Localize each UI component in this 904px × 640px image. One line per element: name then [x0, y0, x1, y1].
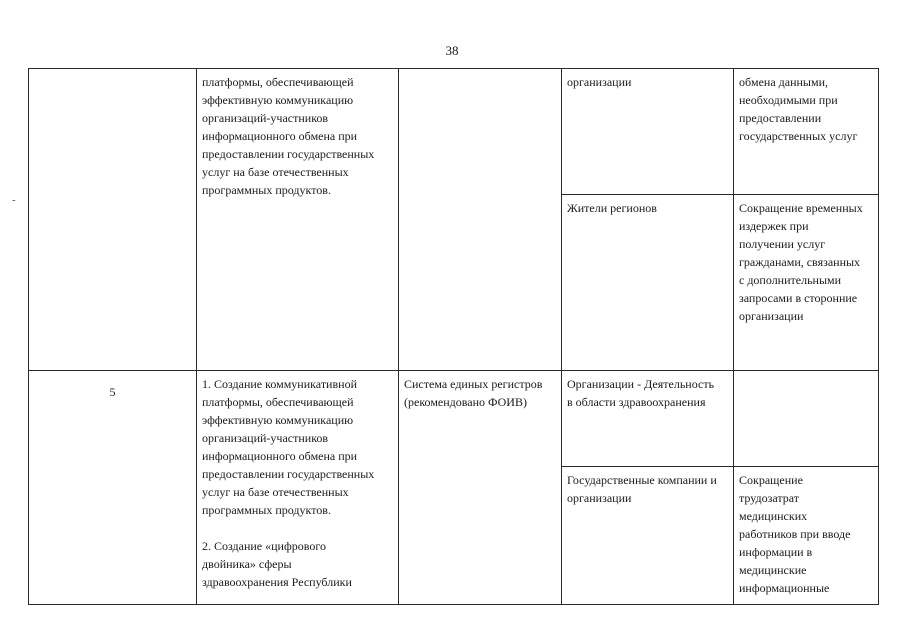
system-text	[404, 375, 556, 411]
text-line: Организации - Деятельность	[567, 377, 715, 391]
effect-text	[739, 471, 873, 597]
participant-text	[567, 199, 728, 217]
effect-cell	[734, 69, 879, 195]
page-number: 38	[445, 43, 459, 58]
text-line: программных продуктов.	[202, 503, 331, 517]
text-line: государственных услуг	[739, 129, 858, 143]
effect-text	[739, 73, 873, 145]
effect-cell	[734, 371, 879, 467]
text-line: Система единых регистров	[404, 377, 543, 391]
text-line: обмена данными,	[739, 75, 829, 89]
text-line: программных продуктов.	[202, 183, 331, 197]
text-line: медицинские	[739, 563, 807, 577]
text-line: медицинских	[739, 509, 808, 523]
participant-cell	[562, 371, 734, 467]
task-text	[202, 537, 393, 591]
participant-text	[567, 73, 728, 91]
text-line: работников при вводе	[739, 527, 851, 541]
text-line: эффективную коммуникацию	[202, 93, 354, 107]
text-line: предоставлении государственных	[202, 147, 375, 161]
table-row	[29, 371, 879, 467]
task-text	[202, 73, 393, 199]
text-line: двойника» сферы	[202, 557, 292, 571]
task-cell	[197, 69, 399, 371]
text-line: (рекомендовано ФОИВ)	[404, 395, 527, 409]
text-line: эффективную коммуникацию	[202, 413, 354, 427]
stray-mark: -	[12, 194, 16, 206]
text-line: организаций-участников	[202, 111, 329, 125]
text-line: организации	[739, 309, 804, 323]
text-line: предоставлении	[739, 111, 822, 125]
text-line: информационные	[739, 581, 830, 595]
participant-cell	[562, 69, 734, 195]
text-line: Сокращение	[739, 473, 803, 487]
effect-cell	[734, 195, 879, 371]
text-line: получении услуг	[739, 237, 826, 251]
text-line: издержек при	[739, 219, 809, 233]
text-line: Жители регионов	[567, 201, 657, 215]
row-number-cell: 5	[29, 371, 197, 605]
participant-text	[567, 471, 728, 507]
text-line: услуг на базе отечественных	[202, 485, 349, 499]
system-cell	[399, 371, 562, 605]
text-line: гражданами, связанных	[739, 255, 861, 269]
effect-text	[739, 199, 873, 325]
document-table	[28, 68, 879, 605]
text-line: информационного обмена при	[202, 129, 358, 143]
text-line: платформы, обеспечивающей	[202, 395, 354, 409]
text-line: услуг на базе отечественных	[202, 165, 349, 179]
participant-cell	[562, 467, 734, 605]
text-line: с дополнительными	[739, 273, 842, 287]
text-line: здравоохранения Республики	[202, 575, 352, 589]
text-line: 1. Создание коммуникативной	[202, 377, 357, 391]
text-line: запросами в сторонние	[739, 291, 858, 305]
text-line: Сокращение временных	[739, 201, 863, 215]
task-cell	[197, 371, 399, 605]
row-number-cell	[29, 69, 197, 371]
text-line: платформы, обеспечивающей	[202, 75, 354, 89]
text-line: 2. Создание «цифрового	[202, 539, 326, 553]
participant-cell	[562, 195, 734, 371]
text-line: необходимыми при	[739, 93, 838, 107]
text-line: организации	[567, 491, 632, 505]
text-line: трудозатрат	[739, 491, 799, 505]
task-text	[202, 375, 393, 519]
participant-text	[567, 375, 728, 411]
text-line: информационного обмена при	[202, 449, 358, 463]
system-cell	[399, 69, 562, 371]
text-line: организации	[567, 75, 632, 89]
text-line: информации в	[739, 545, 813, 559]
text-line: в области здравоохранения	[567, 395, 706, 409]
text-line: Государственные компании и	[567, 473, 717, 487]
effect-cell	[734, 467, 879, 605]
text-line: организаций-участников	[202, 431, 329, 445]
table-row	[29, 69, 879, 195]
text-line: предоставлении государственных	[202, 467, 375, 481]
